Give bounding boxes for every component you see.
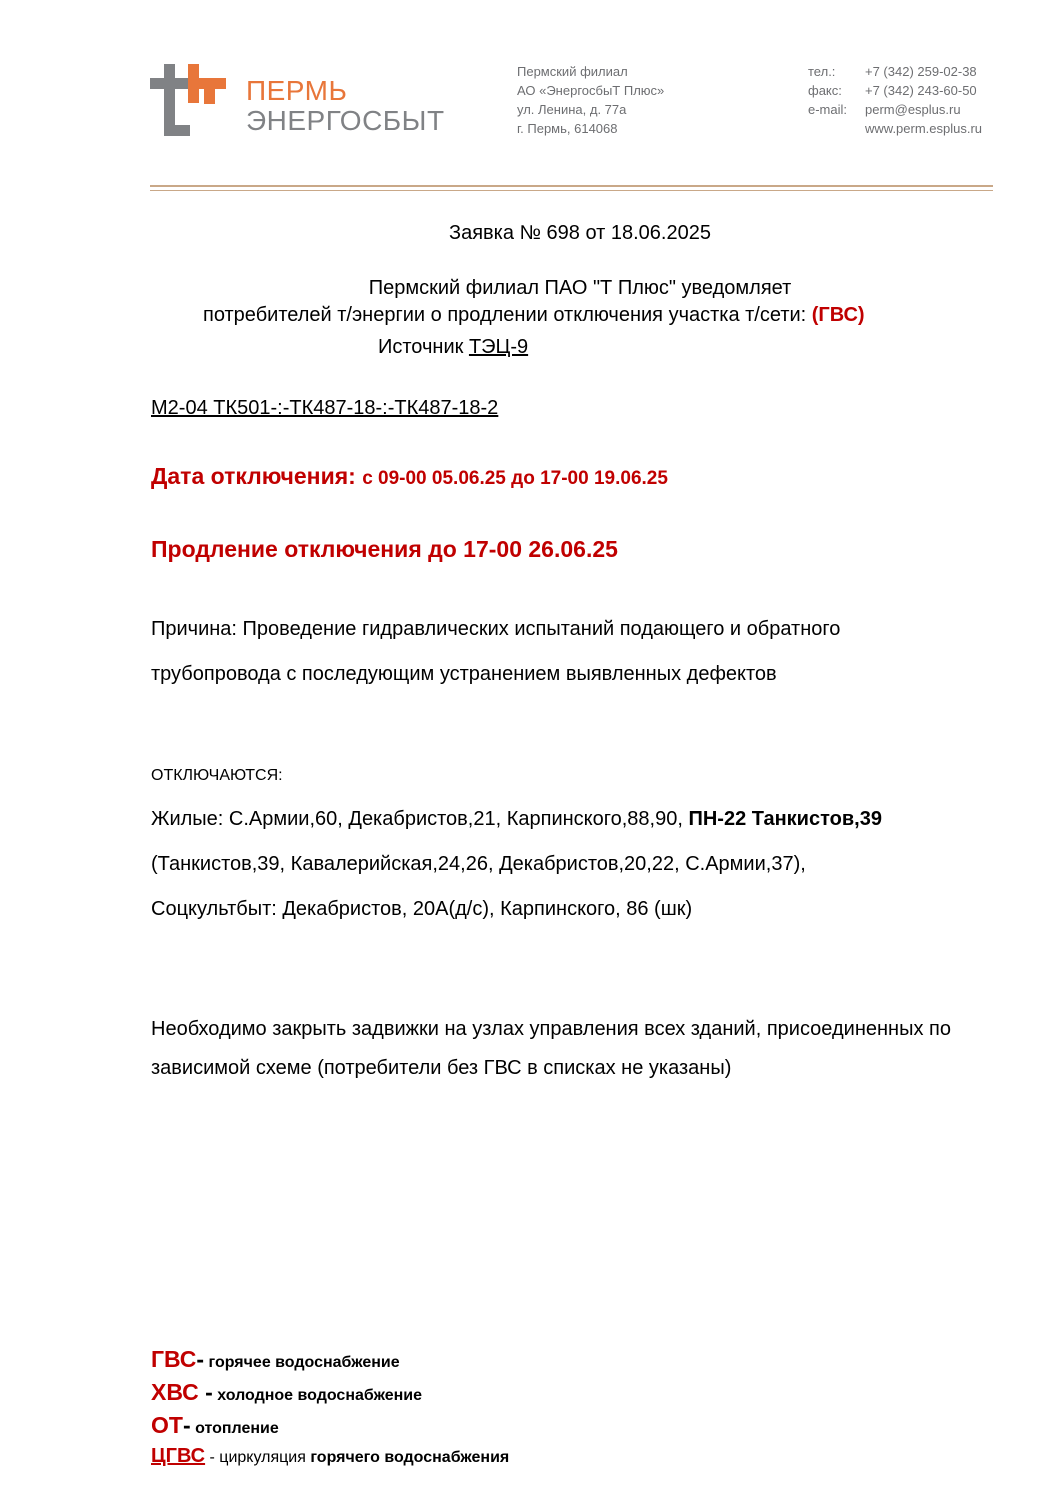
notice-line-1: Пермский филиал ПАО "Т Плюс" уведомляет: [368, 277, 792, 299]
address-line: АО «ЭнергосбыТ Плюс»: [517, 83, 665, 98]
logo-line-2: ЭНЕРГОСБЫТ: [246, 105, 445, 136]
disconnected-label: ОТКЛЮЧАЮТСЯ:: [151, 767, 283, 784]
legend-item: ЦГВС - циркуляция горячего водоснабжения: [151, 1445, 510, 1467]
instruction: [151, 1010, 951, 1088]
reason-line: трубопровода с последующим устранением выявленных дефектов: [151, 663, 777, 685]
source-value: ТЭЦ-9: [468, 336, 529, 358]
contact-fax: факс: +7 (342) 243-60-50: [808, 83, 977, 98]
contact-email: e-mail: perm@esplus.ru: [808, 102, 961, 117]
logo-line-1: ПЕРМЬ: [246, 75, 348, 106]
logo-wordmark: [246, 76, 445, 136]
source-line: Источник ТЭЦ-9: [378, 336, 529, 358]
contact-phone: тел.: +7 (342) 259-02-38: [808, 64, 977, 79]
outage-date: Дата отключения: с 09-00 05.06.25 до 17-00 19.06.25: [151, 463, 668, 489]
company-address: [517, 62, 664, 138]
reason-line: Причина: Проведение гидравлических испытаний подающего и обратного: [151, 618, 841, 640]
address-line: ул. Ленина, д. 77а: [517, 102, 627, 117]
energosbyt-logo-icon: [150, 64, 226, 136]
disconnected-addresses: [151, 797, 882, 932]
request-title: Заявка № 698 от 18.06.2025: [449, 222, 711, 244]
instruction-line: зависимой схеме (потребители без ГВС в списках не указаны): [151, 1057, 732, 1079]
social-line: Соцкультбыт: Декабристов, 20А(д/с), Карпинского, 86 (шк): [151, 898, 693, 920]
abbreviation-legend: [151, 1346, 509, 1478]
instruction-line: Необходимо закрыть задвижки на узлах управления всех зданий, присоединенных по: [151, 1018, 951, 1040]
address-line: Пермский филиал: [517, 64, 628, 79]
company-contacts: [808, 62, 982, 138]
legend-item: ГВС- горячее водоснабжение: [151, 1346, 400, 1372]
contact-website: www.perm.esplus.ru: [865, 121, 983, 136]
legend-item: ОТ- отопление: [151, 1412, 279, 1438]
outage-date-value: с 09-00 05.06.25 до 17-00 19.06.25: [362, 468, 668, 489]
network-section: М2-04 ТК501-:-ТК487-18-:-ТК487-18-2: [151, 397, 499, 419]
notice-line-2: потребителей т/энергии о продлении отключения участка т/сети: (ГВС): [203, 304, 865, 326]
outage-extension: Продление отключения до 17-00 26.06.25: [151, 536, 618, 562]
residential-bold: ПН-22 Танкистов,39: [688, 808, 882, 830]
outage-reason: [151, 607, 951, 697]
address-line: г. Пермь, 614068: [517, 121, 618, 136]
residential-line: Жилые: С.Армии,60, Декабристов,21, Карпинского,88,90, ПН-22 Танкистов,39: [151, 808, 882, 830]
residential-line-2: (Танкистов,39, Кавалерийская,24,26, Декабристов,20,22, С.Армии,37),: [151, 853, 806, 875]
header-divider-thin: [150, 190, 993, 191]
service-type: (ГВС): [811, 304, 865, 326]
header-divider: [150, 185, 993, 187]
legend-item: ХВС - холодное водоснабжение: [151, 1379, 422, 1405]
